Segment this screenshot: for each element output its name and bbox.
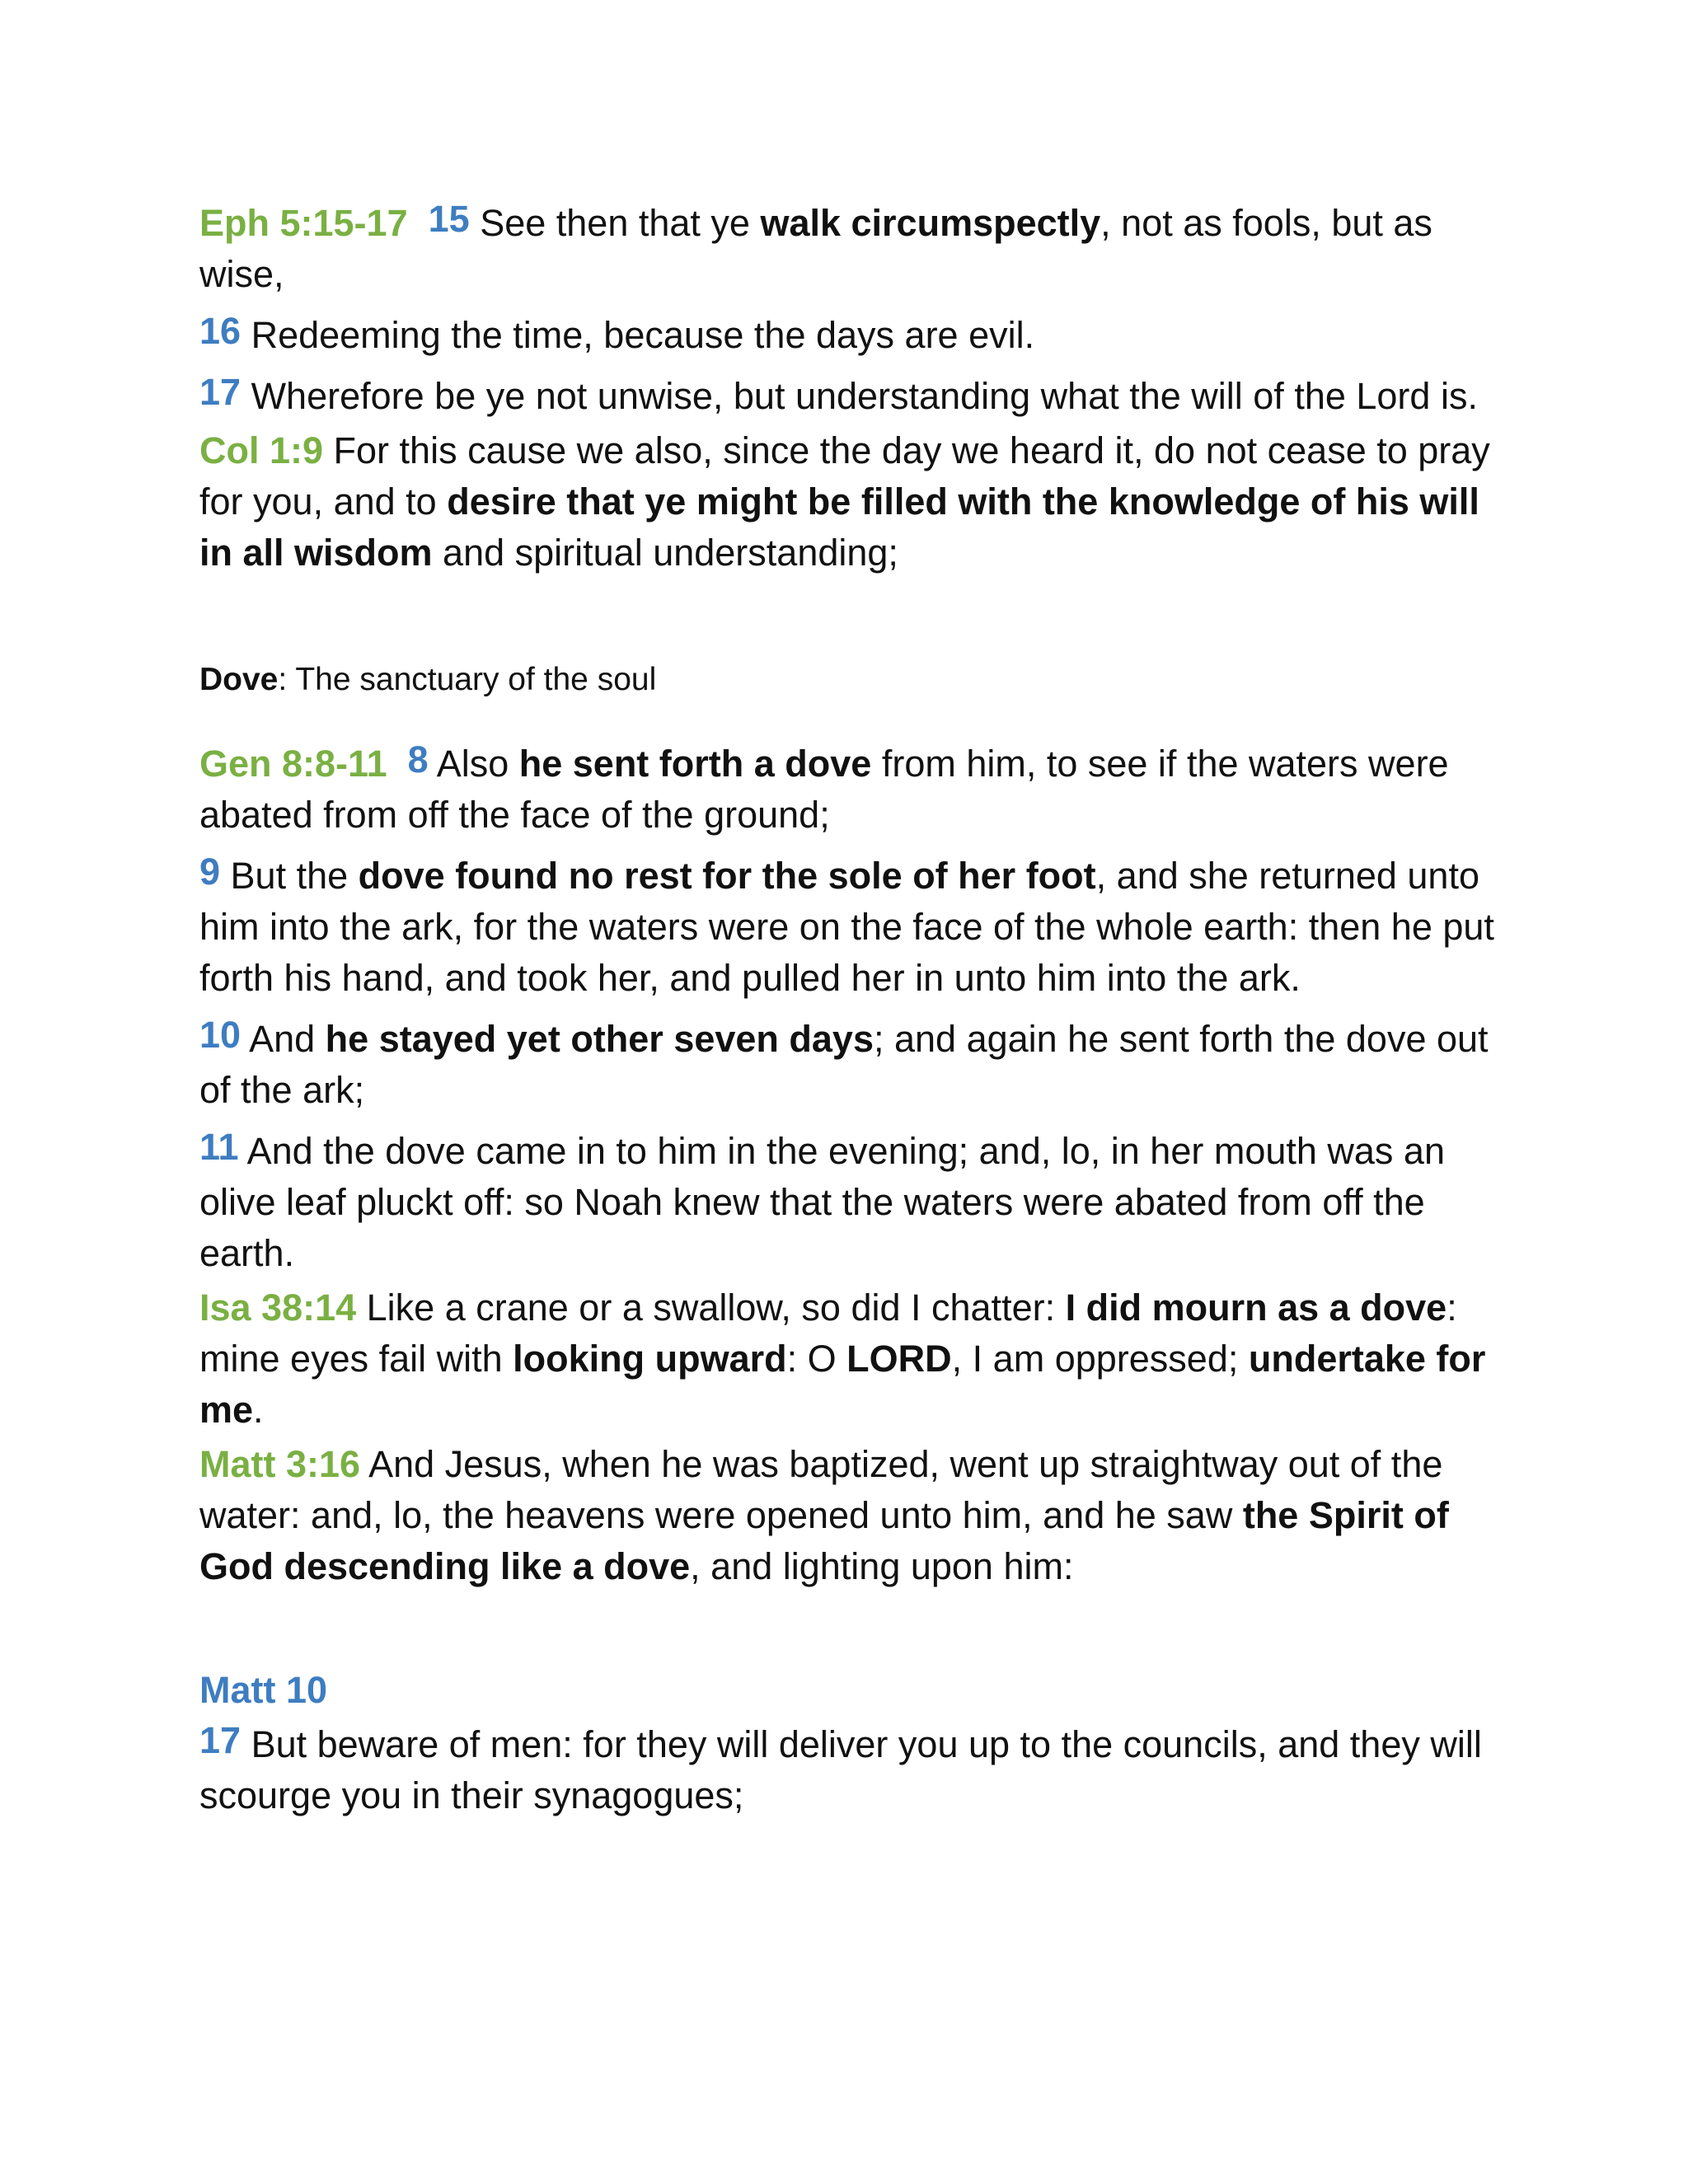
heading-label: Dove	[199, 662, 279, 697]
verse-text: And	[249, 1018, 326, 1060]
bold-phrase: he sent forth a dove	[518, 743, 872, 785]
document-body	[199, 198, 1502, 1831]
verse-number: 17	[199, 371, 241, 413]
isa-38-14	[199, 1282, 1502, 1436]
verse-text: from him, to see if the waters were abated from off the face of the ground;	[199, 743, 1449, 836]
verse-number: 8	[407, 738, 429, 780]
scripture-reference: Gen 8:8-11	[199, 743, 387, 785]
bold-phrase: undertake for me	[199, 1338, 1486, 1431]
verse-text: And the dove came in to him in the evening; and, lo, in her mouth was an olive leaf pluckt off: so Noah knew that the waters were abated from off the earth.	[199, 1130, 1445, 1274]
verse-text: , not as fools, but as wise,	[199, 202, 1432, 295]
verse-text: ; and again he sent forth the dove out of the ark;	[199, 1018, 1489, 1111]
gen-verse-11	[199, 1126, 1502, 1279]
verse-text: : O	[786, 1338, 847, 1380]
dove-heading	[199, 654, 1502, 705]
chapter-heading: Matt 10	[199, 1669, 328, 1711]
verse-number: 11	[199, 1126, 239, 1168]
eph-verse-16	[199, 310, 1502, 361]
bold-phrase: he stayed yet other seven days	[325, 1018, 874, 1060]
verse-text: , and lighting upon him:	[690, 1545, 1074, 1587]
bold-phrase: looking upward	[513, 1338, 787, 1380]
verse-text: , I am oppressed;	[951, 1338, 1249, 1380]
bold-phrase: I did mourn as a dove	[1065, 1286, 1447, 1329]
eph-verse-17	[199, 371, 1502, 422]
heading-text: : The sanctuary of the soul	[278, 662, 657, 697]
verse-number: 17	[199, 1719, 241, 1761]
verse-text: But beware of men: for they will deliver you up to the councils, and they will scourge you in their synagogues;	[199, 1723, 1482, 1816]
bold-phrase: LORD	[846, 1338, 952, 1380]
bold-phrase: walk circumspectly	[760, 202, 1101, 244]
matt-10-verse-17	[199, 1719, 1502, 1821]
verse-number: 16	[199, 310, 241, 352]
matt-3-16	[199, 1439, 1502, 1592]
verse-text: Also	[436, 743, 519, 785]
scripture-reference: Col 1:9	[199, 429, 324, 471]
verse-text: But the	[230, 855, 359, 897]
matt-10-heading	[199, 1665, 1502, 1716]
gen-verse-9	[199, 851, 1502, 1004]
eph-verse-15	[199, 198, 1502, 300]
verse-text: Like a crane or a swallow, so did I chatter:	[356, 1286, 1066, 1329]
scripture-reference: Matt 3:16	[199, 1443, 361, 1485]
verse-number: 15	[428, 198, 470, 240]
bold-phrase: dove found no rest for the sole of her foot	[358, 855, 1096, 897]
col-1-9	[199, 425, 1502, 579]
verse-text: Wherefore be ye not unwise, but understanding what the will of the Lord is.	[251, 375, 1478, 417]
verse-text: .	[253, 1389, 264, 1431]
verse-text: See then that ye	[480, 202, 761, 244]
verse-text: : mine eyes fail with	[199, 1286, 1457, 1380]
verse-text: and spiritual understanding;	[432, 532, 898, 574]
verse-text: Redeeming the time, because the days are evil.	[251, 314, 1035, 356]
scripture-reference: Eph 5:15-17	[199, 202, 408, 244]
verse-text: For this cause we also, since the day we heard it, do not cease to pray for you, and to	[199, 429, 1490, 523]
verse-number: 9	[199, 851, 221, 893]
gen-verse-8	[199, 738, 1502, 841]
verse-text: , and she returned unto him into the ark, for the waters were on the face of the whole earth: then he put forth his hand, and took her, and pulled her in unto him into the ark.	[199, 855, 1494, 999]
verse-number: 10	[199, 1014, 241, 1056]
scripture-reference: Isa 38:14	[199, 1286, 357, 1329]
bold-phrase: desire that ye might be filled with the knowledge of his will in all wisdom	[199, 480, 1479, 574]
gen-verse-10	[199, 1014, 1502, 1116]
verse-text: And Jesus, when he was baptized, went up straightway out of the water: and, lo, the heavens were opened unto him, and he saw	[199, 1443, 1443, 1536]
bold-phrase: the Spirit of God descending like a dove	[199, 1494, 1449, 1587]
